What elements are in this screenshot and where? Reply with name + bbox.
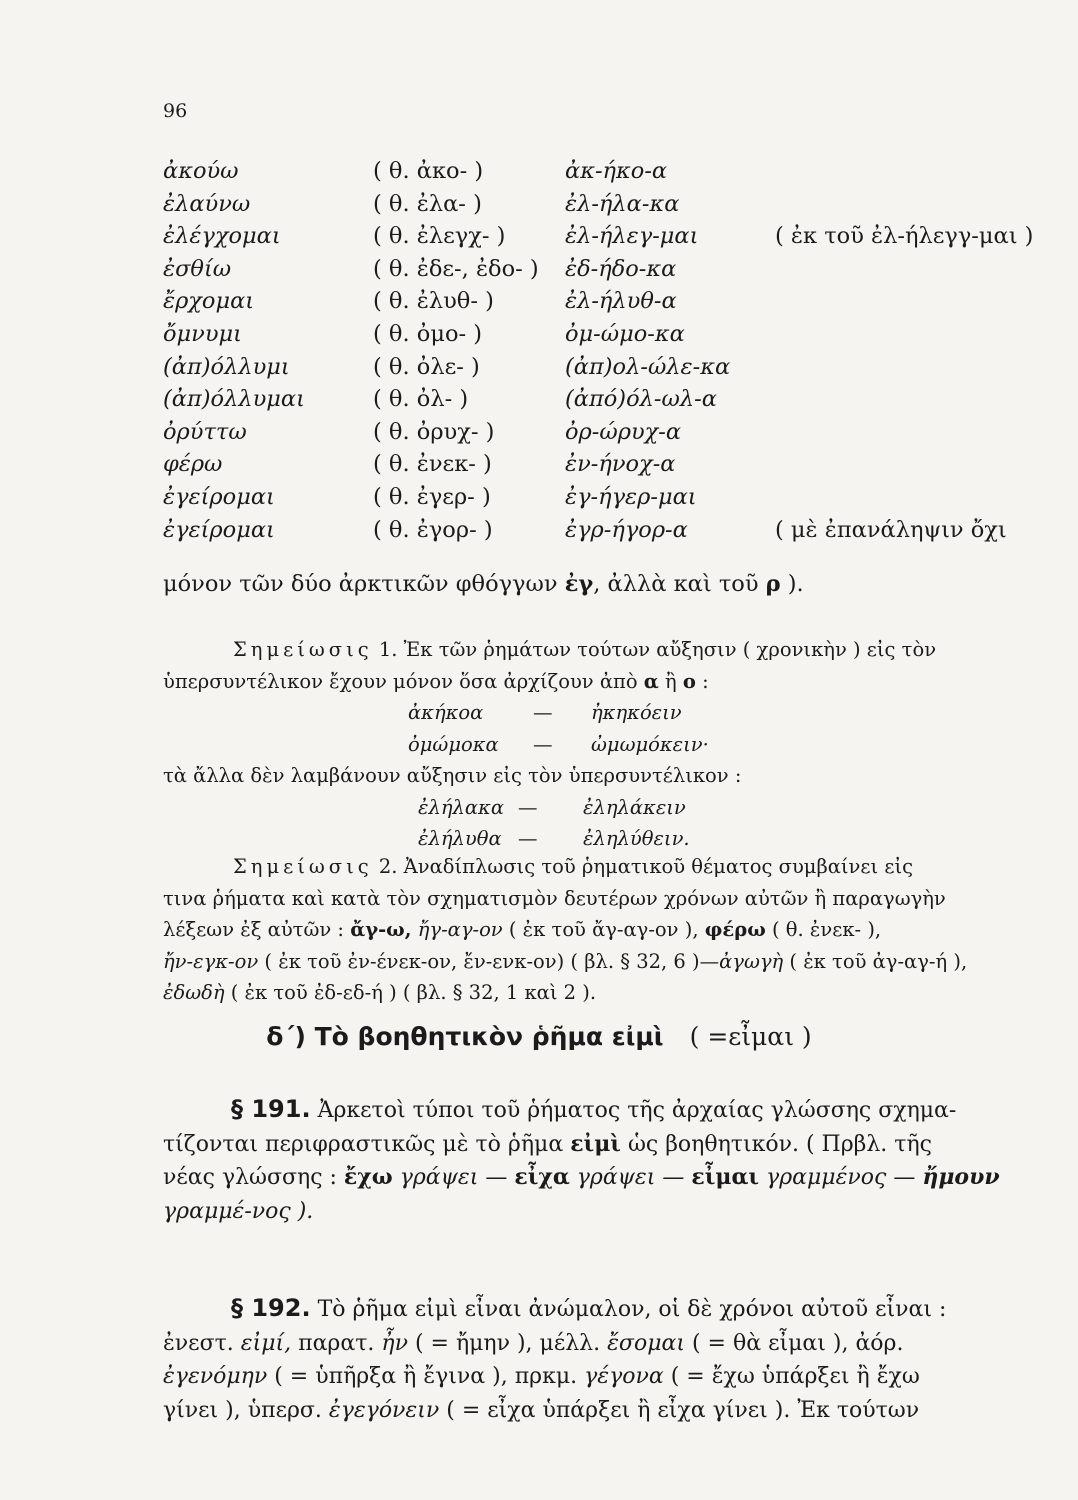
example-row: ὀμώμοκα — ὠμωμόκειν·: [408, 732, 709, 756]
verb-row: [163, 256, 1023, 289]
verb-theme: ( θ. ἐγερ- ): [373, 483, 491, 510]
note-label: Σημείωσις: [233, 638, 373, 661]
paragraph-192: § 192. Τὸ ῥῆμα εἰμὶ εἶναι ἀνώμαλον, οἱ δὲ χρόνοι αὐτοῦ εἶναι : ἐνεστ. εἰμί, παρατ. ἦν ( = ἤμην ), μέλλ. ἔσομαι ( = θὰ εἶμαι ), ἀόρ. ἐγενόμην ( = ὑπῆρξα ἢ ἔγινα ), πρκμ. γέγονα ( = ἔχω ὑπάρξει ἢ ἔχω γίνει ), ὑπερσ. ἐγεγόνειν ( = εἶχα ὑπάρξει ἢ εἶχα γίνει ). Ἐκ τούτων: [163, 1294, 947, 1423]
verb-form: ὀρύττω: [163, 418, 247, 445]
perfect-form: ἐλ-ήλα-κα: [565, 190, 680, 217]
verb-row: [163, 354, 1023, 387]
perfect-form: (ἀπό)όλ-ωλ-α: [565, 386, 717, 413]
example-row: ἐλήλυθα — ἐληλύθειν.: [418, 827, 690, 850]
table-continuation: μόνον τῶν δύο ἀρκτικῶν φθόγγων ἐγ, ἀλλὰ καὶ τοῦ ρ ).: [163, 571, 804, 597]
verb-form: ἐλαύνω: [163, 190, 251, 217]
verb-form: φέρω: [163, 451, 223, 478]
verb-row: [163, 419, 1023, 452]
verb-form: ἀκούω: [163, 158, 239, 184]
paragraph-191: § 191. Ἀρκετοὶ τύποι τοῦ ῥήματος τῆς ἀρχαίας γλώσσης σχημα- τίζονται περιφραστικῶς μὲ τὸ ῥῆμα εἰμὶ ὡς βοηθητικόν. ( Πρβλ. τῆς νέας γλώσσης : ἔχω γράψει — εἶχα γράψει — εἶμαι γραμμένος — ἤμουν γραμμέ-νος ).: [163, 1095, 1000, 1224]
note-1-line-3: τὰ ἄλλα δὲν λαμβάνουν αὔξησιν εἰς τὸν ὑπερσυντέλικον :: [163, 764, 742, 787]
verb-row: [163, 288, 1023, 321]
verb-theme: ( θ. ἐνεκ- ): [373, 451, 492, 478]
perfect-form: ἐγρ-ήγορ-α: [565, 516, 688, 543]
bold-eg: ἐγ: [564, 571, 594, 597]
verb-form: ἐγείρομαι: [163, 516, 275, 543]
verb-theme: ( θ. ὀμο- ): [373, 320, 483, 347]
verb-row: [163, 158, 1023, 191]
perfect-form: ὀρ-ώρυχ-α: [565, 418, 682, 445]
perfect-form: ἐδ-ήδο-κα: [565, 255, 677, 282]
verb-theme: ( θ. ἐλεγχ- ): [373, 223, 506, 250]
verb-form: ὄμνυμι: [163, 320, 242, 347]
verb-theme: ( θ. ὀρυχ- ): [373, 418, 495, 445]
perfect-form: ἐν-ήνοχ-α: [565, 451, 676, 478]
verb-form: ἐγείρομαι: [163, 483, 275, 510]
example-row: ἐλήλακα — ἐληλάκειν: [418, 795, 686, 819]
perfect-form: ἀκ-ήκο-α: [565, 158, 668, 184]
note-2: [163, 851, 1013, 1009]
verb-theme: ( θ. ὀλε- ): [373, 353, 480, 380]
verb-form: (ἀπ)όλλυμι: [163, 353, 290, 380]
page-number: 96: [163, 100, 188, 122]
verb-form: ἔρχομαι: [163, 288, 255, 315]
verb-row: [163, 484, 1023, 517]
note-label: Σημείωσις: [233, 855, 373, 878]
note-1-line-2: ὑπερσυντέλικον ἔχουν μόνον ὅσα ἀρχίζουν ἀπὸ α ἢ ο :: [163, 669, 709, 693]
verb-row: [163, 321, 1023, 354]
section-heading: δ΄) Τὸ βοηθητικὸν ῥῆμα εἰμὶ ( =εἶμαι ): [266, 1022, 812, 1051]
note-2-line-4: ἤν-εγκ-ον ( ἐκ τοῦ ἐν-ένεκ-ον, ἔν-ενκ-ον) ( βλ. § 32, 6 )—ἀγωγὴ ( ἐκ τοῦ ἀγ-αγ-ή ),: [163, 949, 968, 973]
note-2-line-5: ἐδωδὴ ( ἐκ τοῦ ἐδ-εδ-ή ) ( βλ. § 32, 1 καὶ 2 ).: [163, 981, 597, 1004]
verb-theme: ( θ. ἀκο- ): [373, 158, 484, 184]
verb-theme: ( θ. ἐλα- ): [373, 190, 482, 217]
note-2-line-1: Σημείωσις 2. Ἀναδίπλωσις τοῦ ῥηματικοῦ θέματος συμβαίνει εἰς: [233, 855, 914, 878]
perfect-form: ἐγ-ήγερ-μαι: [565, 483, 697, 510]
example-row: ἀκήκοα — ἠκηκόειν: [408, 701, 682, 724]
note-2-line-2: τινα ῥήματα καὶ κατὰ τὸν σχηματισμὸν δευτέρων χρόνων αὐτῶν ἢ παραγωγὴν: [163, 886, 946, 910]
note-2-line-3: λέξεων ἐξ αὐτῶν : ἄγ-ω, ἤγ-αγ-ον ( ἐκ τοῦ ἄγ-αγ-ον ), φέρω ( θ. ἐνεκ- ),: [163, 918, 882, 941]
verb-row: [163, 451, 1023, 484]
verb-form: ἐλέγχομαι: [163, 223, 281, 250]
note-1-line-1: Σημείωσις 1. Ἐκ τῶν ῥημάτων τούτων αὔξησιν ( χρονικὴν ) εἰς τὸν: [233, 638, 937, 661]
bold-rho: ρ: [765, 571, 781, 597]
perfect-note: ( μὲ ἐπανάληψιν ὄχι: [775, 516, 1007, 543]
verb-theme: ( θ. ἐδε-, ἐδο- ): [373, 255, 539, 282]
verb-row: [163, 386, 1023, 419]
perfect-form: (ἀπ)ολ-ώλε-κα: [565, 353, 731, 380]
verb-form: ἐσθίω: [163, 255, 232, 282]
verb-theme: ( θ. ἐλυθ- ): [373, 288, 494, 315]
section-number: § 191.: [231, 1095, 311, 1123]
verb-theme: ( θ. ὀλ- ): [373, 386, 469, 413]
note-1: [163, 634, 1013, 855]
verb-theme: ( θ. ἐγορ- ): [373, 516, 493, 543]
perfect-note: ( ἐκ τοῦ ἐλ-ήλεγγ-μαι ): [775, 223, 1034, 250]
perfect-form: ὀμ-ώμο-κα: [565, 320, 685, 347]
verb-row: [163, 223, 1034, 256]
verb-form: (ἀπ)όλλυμαι: [163, 386, 305, 413]
verb-row: [163, 517, 1023, 550]
perfect-form: ἐλ-ήλεγ-μαι: [565, 223, 699, 250]
verb-row: [163, 191, 1023, 224]
perfect-form: ἐλ-ήλυθ-α: [565, 288, 677, 315]
section-number: § 192.: [231, 1294, 311, 1322]
verb-table: [163, 158, 1034, 549]
